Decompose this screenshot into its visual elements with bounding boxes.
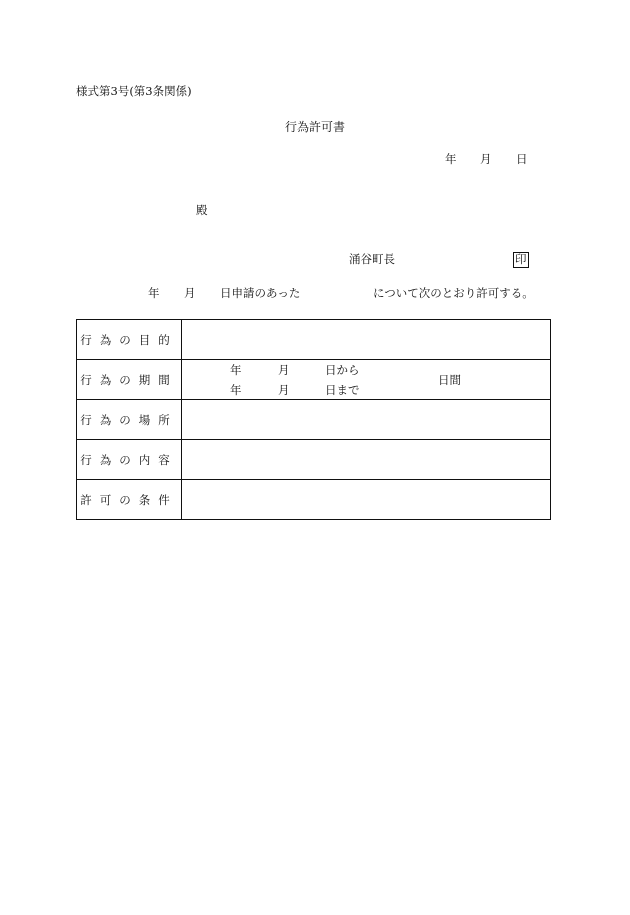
document-title: 行為許可書 xyxy=(285,120,346,134)
purpose-field[interactable] xyxy=(182,320,551,360)
issue-date-year-label: 年 xyxy=(445,152,457,166)
row-label-purpose: 行為の目的 xyxy=(77,320,182,360)
permit-table xyxy=(76,319,551,520)
period-field[interactable] xyxy=(182,360,551,400)
statement-year-label: 年 xyxy=(148,286,160,300)
period-from-day-label: 日から xyxy=(325,363,360,377)
table-row xyxy=(77,440,551,480)
statement-text: について次のとおり許可する。 xyxy=(373,286,534,300)
issuer-name: 涌谷町長 xyxy=(349,252,395,266)
addressee-suffix: 殿 xyxy=(196,203,208,217)
issue-date-day-label: 日 xyxy=(516,152,528,166)
period-from-year-label: 年 xyxy=(230,363,242,377)
table-row xyxy=(77,400,551,440)
table-row xyxy=(77,480,551,520)
period-to-year-label: 年 xyxy=(230,383,242,397)
row-label-content: 行為の内容 xyxy=(77,440,182,480)
conditions-field[interactable] xyxy=(182,480,551,520)
statement-month-label: 月 xyxy=(184,286,196,300)
period-days-label: 日間 xyxy=(438,373,461,387)
content-field[interactable] xyxy=(182,440,551,480)
issue-date-month-label: 月 xyxy=(480,152,492,166)
place-field[interactable] xyxy=(182,400,551,440)
table-row xyxy=(77,320,551,360)
row-label-place: 行為の場所 xyxy=(77,400,182,440)
statement-day-text: 日申請のあった xyxy=(220,286,301,300)
period-from-month-label: 月 xyxy=(278,363,290,377)
form-number: 様式第3号(第3条関係) xyxy=(76,84,192,98)
table-row xyxy=(77,360,551,400)
row-label-conditions: 許可の条件 xyxy=(77,480,182,520)
seal-mark: 印 xyxy=(515,252,527,266)
period-to-day-label: 日まで xyxy=(325,383,360,397)
row-label-period: 行為の期間 xyxy=(77,360,182,400)
period-to-month-label: 月 xyxy=(278,383,290,397)
